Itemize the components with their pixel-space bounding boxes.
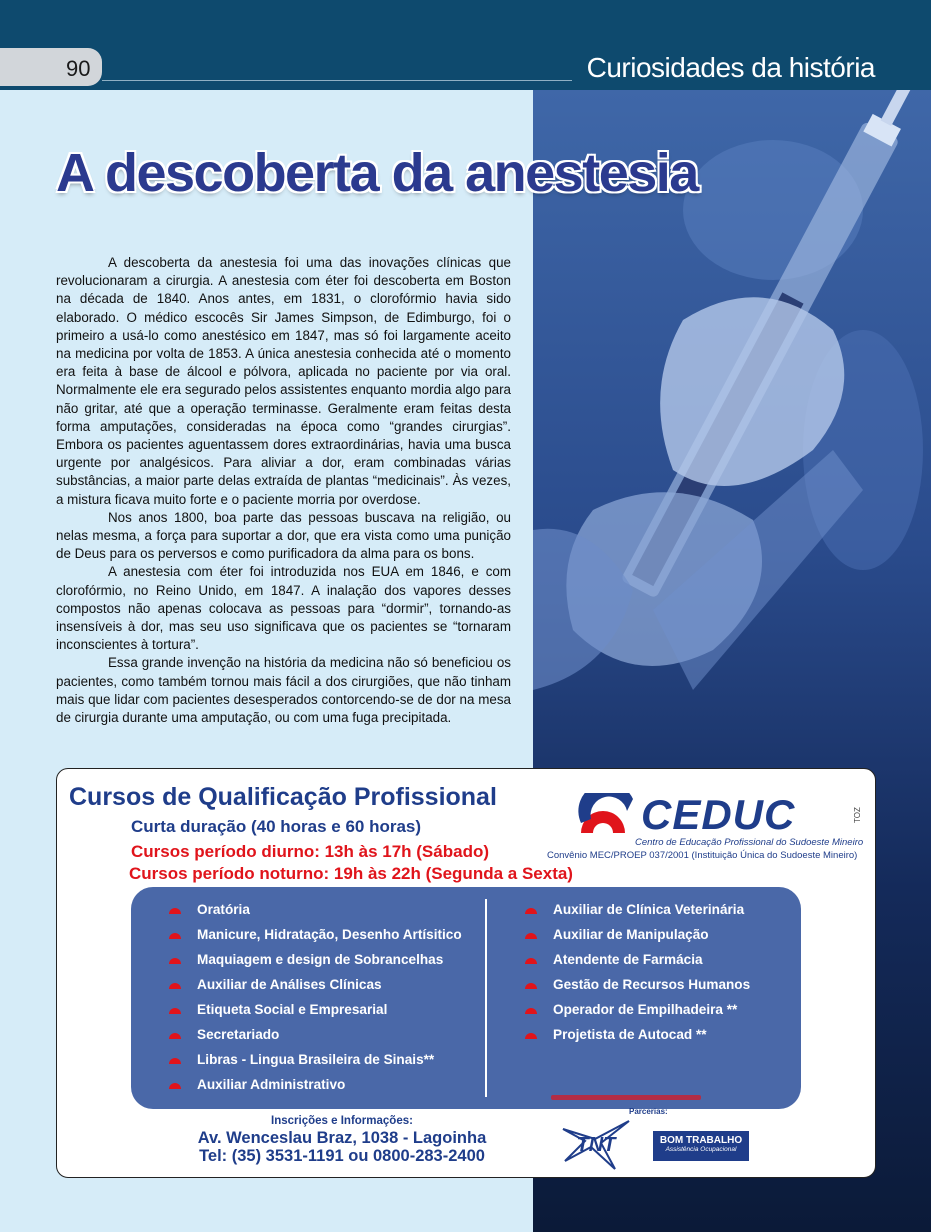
bom-trabalho-name: BOM TRABALHO	[659, 1135, 743, 1146]
bom-trabalho-subtitle: Assistência Ocupacional	[665, 1146, 737, 1153]
bullet-icon	[169, 905, 181, 914]
course-item	[525, 922, 750, 947]
course-list-divider	[485, 899, 487, 1097]
info-label: Inscrições e Informações:	[271, 1115, 413, 1127]
bullet-icon	[525, 905, 537, 914]
ad-subtitle: Curta duração (40 horas e 60 horas)	[131, 817, 422, 836]
course-item	[525, 997, 750, 1022]
course-list-right	[525, 897, 750, 1047]
article-paragraph: Essa grande invenção na história da medicina não só beneficiou os pacientes, como também tornou mais fácil a dos cirurgiões, que não tinham mais que lidar com pacientes desesperados contorcendo-se de dor na mesa de cirurgia durante uma amputação, ou com uma fuga precipitada.	[56, 655, 511, 726]
course-item	[525, 947, 750, 972]
course-label: Auxiliar de Análises Clínicas	[197, 977, 382, 992]
bom-trabalho-logo	[653, 1131, 749, 1161]
page-number: 90	[66, 56, 91, 81]
course-item	[169, 947, 462, 972]
article-paragraph: A descoberta da anestesia foi uma das inovações clínicas que revolucionaram a cirurgia. A anestesia com éter foi descoberta em Boston na década de 1840. Anos antes, em 1831, o clorofórmio havia sido elaborado. O médico escocês Sir James Simpson, de Edimburgo, foi o primeiro a usá-lo como anestésico em 1847, mas só foi largamente aceito na medicina por volta de 1853. A única anestesia conhecida até o momento era feita à base de álcool e pólvora, aplicada no paciente por via oral. Normalmente ele era segurado pelos assistentes enquanto mordia algo para não gritar, até que a operação terminasse. Geralmente eram feitas desta forma amputações, consideradas na época como “grandes cirurgias”. Embora os pacientes aguentassem dores extraordinárias, havia uma busca urgente por analgésicos. Para aliviar a dor, eram combinadas várias substâncias, a maior parte delas extraída de plantas “medicinais”. Às vezes, a mistura ficava muito forte e o paciente morria por overdose.	[56, 255, 511, 507]
tnt-logo	[555, 1115, 637, 1173]
bullet-icon	[525, 955, 537, 964]
article-paragraph: Nos anos 1800, boa parte das pessoas buscava na religião, ou nelas mesma, a força para suportar a dor, que era vista como uma punição de Deus para os perversos e como purificadora da alma para os bons.	[56, 509, 511, 562]
course-label: Atendente de Farmácia	[553, 952, 703, 967]
bullet-icon	[169, 955, 181, 964]
course-label: Operador de Empilhadeira **	[553, 1002, 738, 1017]
ad-night-schedule: Cursos período noturno: 19h às 22h (Segunda a Sexta)	[129, 864, 573, 883]
bullet-icon	[169, 1030, 181, 1039]
course-label: Oratória	[197, 902, 250, 917]
course-label: Manicure, Hidratação, Desenho Artísitico	[197, 927, 462, 942]
designer-mark: TOZ	[853, 807, 862, 823]
partners-label: Parcerias:	[629, 1107, 668, 1116]
course-item	[525, 897, 750, 922]
ceduc-convenio: Convênio MEC/PROEP 037/2001 (Instituição Única do Sudoeste Mineiro)	[547, 850, 858, 861]
course-list-box	[131, 887, 801, 1109]
bullet-icon	[169, 930, 181, 939]
course-label: Maquiagem e design de Sobrancelhas	[197, 952, 444, 967]
tnt-logo-text: TNT	[576, 1134, 616, 1156]
article-paragraph: A anestesia com éter foi introduzida nos EUA em 1846, e com clorofórmio, no Reino Unido, em 1847. A inalação dos vapores desses compostos não apenas colocava as pessoas para “dormir”, tornando-as insensíveis à dor, mas seu uso significava que os pacientes se “tornaram inconscientes à tortura”.	[56, 564, 511, 653]
bullet-icon	[525, 1030, 537, 1039]
header-rule	[102, 80, 572, 81]
course-item	[169, 1022, 462, 1047]
article-body	[56, 254, 511, 727]
course-label: Auxiliar de Manipulação	[553, 927, 709, 942]
article-headline: A descoberta da anestesia	[56, 143, 698, 203]
bullet-icon	[525, 930, 537, 939]
course-label: Auxiliar Administrativo	[197, 1077, 346, 1092]
bullet-icon	[169, 1005, 181, 1014]
section-title: Curiosidades da história	[586, 52, 875, 83]
phone: Tel: (35) 3531-1191 ou 0800-283-2400	[199, 1147, 485, 1165]
course-item	[169, 972, 462, 997]
course-item	[169, 1047, 462, 1072]
course-label: Gestão de Recursos Humanos	[553, 977, 751, 992]
course-label: Etiqueta Social e Empresarial	[197, 1002, 388, 1017]
ad-day-schedule: Cursos período diurno: 13h às 17h (Sábado)	[131, 842, 489, 861]
course-advertisement	[56, 768, 876, 1178]
address: Av. Wenceslau Braz, 1038 - Lagoinha	[197, 1129, 487, 1147]
ceduc-logo-icon	[577, 793, 633, 835]
bullet-icon	[169, 1055, 181, 1064]
course-label: Auxiliar de Clínica Veterinária	[553, 902, 745, 917]
bullet-icon	[169, 980, 181, 989]
course-list-left	[169, 897, 462, 1097]
course-label: Secretariado	[197, 1027, 280, 1042]
course-label: Libras - Lingua Brasileira de Sinais**	[197, 1052, 435, 1067]
bullet-icon	[525, 1005, 537, 1014]
page-header	[0, 0, 931, 90]
course-label: Projetista de Autocad **	[553, 1027, 707, 1042]
course-item	[525, 1022, 750, 1047]
ceduc-tagline: Centro de Educação Profissional do Sudoeste Mineiro	[635, 837, 864, 848]
course-item	[169, 897, 462, 922]
ad-title: Cursos de Qualificação Profissional	[69, 783, 497, 811]
course-item	[169, 997, 462, 1022]
bullet-icon	[525, 980, 537, 989]
course-item	[525, 972, 750, 997]
course-item	[169, 1072, 462, 1097]
bullet-icon	[169, 1080, 181, 1089]
fine-print-mark	[551, 1095, 701, 1100]
course-item	[169, 922, 462, 947]
ceduc-logo-text: CEDUC	[641, 791, 796, 838]
